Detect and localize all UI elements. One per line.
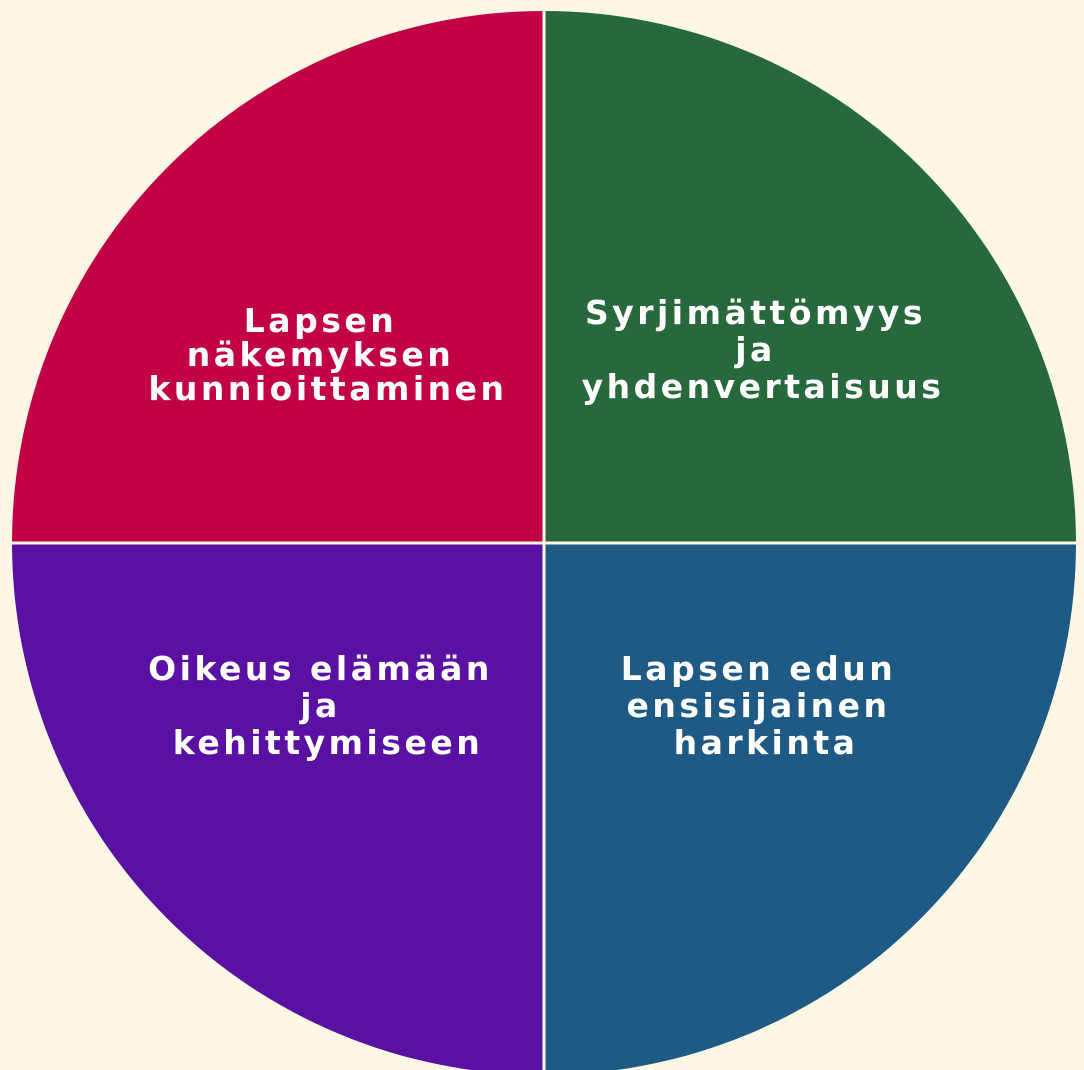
quadrant-bottom-right: [544, 543, 1076, 1070]
quadrant-bottom-right-line-3: harkinta: [673, 723, 859, 762]
quadrant-top-left-sector: [12, 11, 544, 543]
quadrant-bottom-left-line-1: Oikeus elämään: [148, 649, 493, 688]
quadrant-bottom-left-line-2: ja: [300, 686, 341, 725]
quadrant-top-left-line-3: kunnioittaminen: [148, 369, 508, 408]
quadrant-top-right-sector: [544, 11, 1076, 543]
quadrant-bottom-left-sector: [12, 543, 544, 1070]
quadrant-bottom-right-line-2: ensisijainen: [626, 686, 891, 725]
quadrant-top-left-line-1: Lapsen: [243, 301, 398, 340]
quadrant-bottom-right-sector: [544, 543, 1076, 1070]
quadrant-bottom-left-line-3: kehittymiseen: [172, 723, 484, 762]
quadrant-top-right-line-2: ja: [735, 330, 776, 369]
quadrant-top-right-line-3: yhdenvertaisuus: [581, 367, 945, 406]
quadrant-top-left-line-2: näkemyksen: [186, 335, 455, 374]
quadrant-bottom-left: [12, 543, 544, 1070]
quadrant-top-left: [12, 11, 544, 543]
quadrant-bottom-right-line-1: Lapsen edun: [620, 649, 897, 688]
quadrant-top-right-line-1: Syrjimättömyys: [584, 293, 927, 332]
quadrant-top-right: [544, 11, 1076, 543]
